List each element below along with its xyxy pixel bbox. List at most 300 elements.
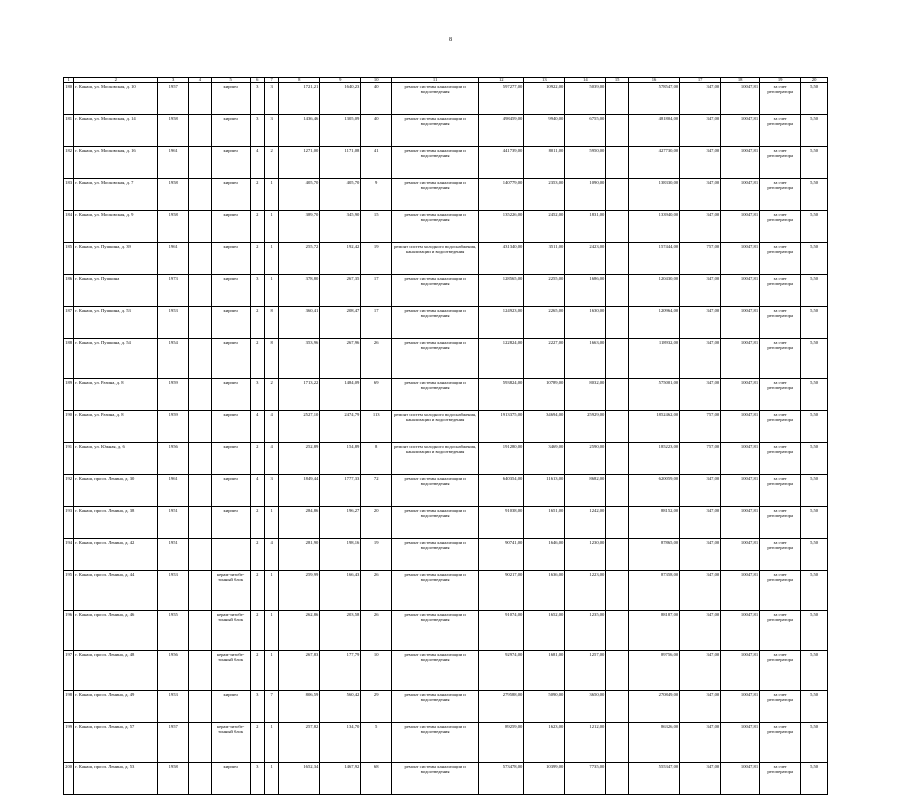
year-cell: 1958 — [158, 763, 189, 795]
wall-material-cell: кирпич — [211, 691, 250, 723]
address-cell: г. Канаш, ул. Московская, д. 7 — [74, 179, 158, 211]
fund-cell: 10789,00 — [524, 379, 565, 411]
budget-cell: 1630,00 — [565, 307, 606, 339]
living-area-cell: 267,96 — [320, 339, 361, 379]
term-cell: 5,50 — [801, 571, 828, 611]
residents-cell: 26 — [361, 571, 392, 611]
term-cell: 5,50 — [801, 443, 828, 475]
entrances-cell: 3 — [264, 475, 278, 507]
floors-cell: 3 — [250, 763, 264, 795]
wall-material-cell: кирпич — [211, 243, 250, 275]
living-area-cell: 1305,09 — [320, 115, 361, 147]
floors-cell: 4 — [250, 411, 264, 443]
entrances-cell: 4 — [264, 411, 278, 443]
limit-cost-cell: 10047,81 — [721, 539, 760, 571]
table-row — [64, 443, 828, 475]
work-type-cell: ремонт системы канализации и водоотведения — [392, 611, 479, 651]
row-number: 182 — [64, 147, 74, 179]
column-number-19: 19 — [760, 78, 801, 83]
method-cell: за счет регоператора — [760, 691, 801, 723]
year-cell: 1955 — [158, 611, 189, 651]
col4-cell — [189, 507, 212, 539]
column-number-20: 20 — [801, 78, 828, 83]
year-cell: 1951 — [158, 539, 189, 571]
entrances-cell: 7 — [264, 691, 278, 723]
fund-cell: 2452,00 — [524, 211, 565, 243]
limit-cost-cell: 10047,81 — [721, 211, 760, 243]
limit-cost-cell: 10047,81 — [721, 691, 760, 723]
total-area-cell: 262,86 — [279, 611, 320, 651]
column-number-15: 15 — [606, 78, 629, 83]
table-row — [64, 539, 828, 571]
work-type-cell: ремонт систем холодного водоснабжения, канализации и водоотведения — [392, 243, 479, 275]
wall-material-cell: керам-зитобе-тонный блок — [211, 651, 250, 691]
floors-cell: 2 — [250, 651, 264, 691]
total-cost-cell: 89259,00 — [479, 723, 524, 763]
living-area-cell: 1640,23 — [320, 83, 361, 115]
living-area-cell: 154,89 — [320, 443, 361, 475]
total-area-cell: 806,59 — [279, 691, 320, 723]
work-type-cell: ремонт системы канализации и водоотведения — [392, 475, 479, 507]
limit-cost-cell: 10047,81 — [721, 83, 760, 115]
entrances-cell: 4 — [264, 443, 278, 475]
fund-cell: 1652,00 — [524, 611, 565, 651]
col15-cell — [606, 307, 629, 339]
total-cost-cell: 431340,00 — [479, 243, 524, 275]
owners-funds-cell: 427730,00 — [628, 147, 679, 179]
method-cell: за счет регоператора — [760, 307, 801, 339]
method-cell: за счет регоператора — [760, 763, 801, 795]
col15-cell — [606, 723, 629, 763]
unit-cost-cell: 347,00 — [680, 763, 721, 795]
wall-material-cell: кирпич — [211, 179, 250, 211]
table-row — [64, 691, 828, 723]
address-cell: г. Канаш, просп. Ленина, д. 46 — [74, 611, 158, 651]
col4-cell — [189, 611, 212, 651]
residents-cell: 10 — [361, 651, 392, 691]
unit-cost-cell: 757,00 — [680, 411, 721, 443]
fund-cell: 2255,00 — [524, 275, 565, 307]
budget-cell: 1090,00 — [565, 179, 606, 211]
unit-cost-cell: 347,00 — [680, 211, 721, 243]
budget-cell: 8682,00 — [565, 475, 606, 507]
owners-funds-cell: 118932,00 — [628, 339, 679, 379]
work-type-cell: ремонт системы канализации и водоотведения — [392, 275, 479, 307]
total-cost-cell: 593824,00 — [479, 379, 524, 411]
col4-cell — [189, 411, 212, 443]
owners-funds-cell: 138330,00 — [628, 179, 679, 211]
work-type-cell: ремонт систем холодного водоснабжения, канализации и водоотведения — [392, 411, 479, 443]
unit-cost-cell: 757,00 — [680, 243, 721, 275]
address-cell: г. Канаш, просп. Ленина, д. 57 — [74, 723, 158, 763]
row-number: 197 — [64, 651, 74, 691]
col4-cell — [189, 443, 212, 475]
wall-material-cell: кирпич — [211, 339, 250, 379]
address-cell: г. Канаш, ул. Московская, д. 14 — [74, 115, 158, 147]
total-cost-cell: 640354,00 — [479, 475, 524, 507]
term-cell: 5,50 — [801, 539, 828, 571]
total-cost-cell: 191280,00 — [479, 443, 524, 475]
term-cell: 5,50 — [801, 723, 828, 763]
term-cell: 5,50 — [801, 83, 828, 115]
total-area-cell: 1849,44 — [279, 475, 320, 507]
limit-cost-cell: 10047,81 — [721, 115, 760, 147]
budget-cell: 1242,00 — [565, 507, 606, 539]
fund-cell: 10399,00 — [524, 763, 565, 795]
work-type-cell: ремонт системы канализации и водоотведения — [392, 723, 479, 763]
residents-cell: 19 — [361, 243, 392, 275]
entrances-cell: 3 — [264, 83, 278, 115]
column-number-10: 10 — [361, 78, 392, 83]
wall-material-cell: кирпич — [211, 211, 250, 243]
term-cell: 5,50 — [801, 179, 828, 211]
fund-cell: 2265,00 — [524, 307, 565, 339]
unit-cost-cell: 347,00 — [680, 571, 721, 611]
budget-cell: 25929,00 — [565, 411, 606, 443]
budget-cell: 5950,00 — [565, 147, 606, 179]
wall-material-cell: кирпич — [211, 443, 250, 475]
year-cell: 1954 — [158, 339, 189, 379]
limit-cost-cell: 10047,81 — [721, 475, 760, 507]
row-number: 184 — [64, 211, 74, 243]
method-cell: за счет регоператора — [760, 115, 801, 147]
total-area-cell: 1436,46 — [279, 115, 320, 147]
living-area-cell: 203,58 — [320, 611, 361, 651]
col15-cell — [606, 539, 629, 571]
term-cell: 5,50 — [801, 275, 828, 307]
column-number-7: 7 — [264, 78, 278, 83]
work-type-cell: ремонт системы канализации и водоотведения — [392, 691, 479, 723]
method-cell: за счет регоператора — [760, 211, 801, 243]
wall-material-cell: керам-зитобе-тонный блок — [211, 571, 250, 611]
address-cell: г. Канаш, просп. Ленина, д. 42 — [74, 539, 158, 571]
unit-cost-cell: 347,00 — [680, 379, 721, 411]
year-cell: 1953 — [158, 691, 189, 723]
total-area-cell: 1721,21 — [279, 83, 320, 115]
year-cell: 1958 — [158, 211, 189, 243]
fund-cell: 2353,00 — [524, 179, 565, 211]
residents-cell: 17 — [361, 275, 392, 307]
col15-cell — [606, 443, 629, 475]
col4-cell — [189, 243, 212, 275]
total-area-cell: 252,89 — [279, 443, 320, 475]
year-cell: 1973 — [158, 275, 189, 307]
total-cost-cell: 140779,00 — [479, 179, 524, 211]
column-number-4: 4 — [189, 78, 212, 83]
row-number: 199 — [64, 723, 74, 763]
entrances-cell: 2 — [264, 147, 278, 179]
work-type-cell: ремонт системы канализации и водоотведения — [392, 539, 479, 571]
fund-cell: 3469,00 — [524, 443, 565, 475]
owners-funds-cell: 578547,00 — [628, 83, 679, 115]
total-area-cell: 257,82 — [279, 723, 320, 763]
limit-cost-cell: 10047,81 — [721, 411, 760, 443]
col15-cell — [606, 275, 629, 307]
total-cost-cell: 135226,00 — [479, 211, 524, 243]
work-type-cell: ремонт системы канализации и водоотведения — [392, 651, 479, 691]
unit-cost-cell: 347,00 — [680, 307, 721, 339]
year-cell: 1951 — [158, 507, 189, 539]
address-cell: г. Канаш, ул. Разина, д. 8 — [74, 411, 158, 443]
term-cell: 5,50 — [801, 211, 828, 243]
term-cell: 5,50 — [801, 339, 828, 379]
residents-cell: 40 — [361, 83, 392, 115]
work-type-cell: ремонт системы канализации и водоотведения — [392, 339, 479, 379]
unit-cost-cell: 347,00 — [680, 507, 721, 539]
floors-cell: 4 — [250, 147, 264, 179]
floors-cell: 4 — [250, 475, 264, 507]
floors-cell: 2 — [250, 307, 264, 339]
wall-material-cell: кирпич — [211, 475, 250, 507]
column-number-18: 18 — [721, 78, 760, 83]
col4-cell — [189, 179, 212, 211]
fund-cell: 9940,00 — [524, 115, 565, 147]
entrances-cell: 1 — [264, 211, 278, 243]
residents-cell: 17 — [361, 307, 392, 339]
year-cell: 1956 — [158, 443, 189, 475]
work-type-cell: ремонт системы канализации и водоотведения — [392, 147, 479, 179]
floors-cell: 2 — [250, 179, 264, 211]
floors-cell: 3 — [250, 83, 264, 115]
table-row — [64, 763, 828, 795]
col4-cell — [189, 339, 212, 379]
work-type-cell: ремонт систем холодного водоснабжения, канализации и водоотведения — [392, 443, 479, 475]
unit-cost-cell: 347,00 — [680, 539, 721, 571]
address-cell: г. Канаш, просп. Ленина, д. 48 — [74, 651, 158, 691]
living-area-cell: 198,16 — [320, 539, 361, 571]
fund-cell: 11613,00 — [524, 475, 565, 507]
term-cell: 5,50 — [801, 691, 828, 723]
fund-cell: 10922,00 — [524, 83, 565, 115]
owners-funds-cell: 270849,00 — [628, 691, 679, 723]
total-area-cell: 378,80 — [279, 275, 320, 307]
residents-cell: 68 — [361, 763, 392, 795]
residents-cell: 26 — [361, 339, 392, 379]
address-cell: г. Канаш, ул. Пушкина — [74, 275, 158, 307]
row-number: 188 — [64, 339, 74, 379]
method-cell: за счет регоператора — [760, 243, 801, 275]
method-cell: за счет регоператора — [760, 443, 801, 475]
budget-cell: 1686,00 — [565, 275, 606, 307]
budget-cell: 1831,00 — [565, 211, 606, 243]
limit-cost-cell: 10047,81 — [721, 179, 760, 211]
column-number-5: 5 — [211, 78, 250, 83]
address-cell: г. Канаш, просп. Ленина, д. 44 — [74, 571, 158, 611]
owners-funds-cell: 87358,00 — [628, 571, 679, 611]
wall-material-cell — [211, 539, 250, 571]
wall-material-cell: керам-зитобе-тонный блок — [211, 611, 250, 651]
entrances-cell: 1 — [264, 243, 278, 275]
col15-cell — [606, 475, 629, 507]
total-area-cell: 389,70 — [279, 211, 320, 243]
year-cell: 1958 — [158, 115, 189, 147]
wall-material-cell: кирпич — [211, 379, 250, 411]
limit-cost-cell: 10047,81 — [721, 723, 760, 763]
owners-funds-cell: 88187,00 — [628, 611, 679, 651]
row-number: 181 — [64, 115, 74, 147]
floors-cell: 2 — [250, 243, 264, 275]
term-cell: 5,50 — [801, 507, 828, 539]
wall-material-cell: кирпич — [211, 507, 250, 539]
row-number: 185 — [64, 243, 74, 275]
unit-cost-cell: 347,00 — [680, 179, 721, 211]
column-number-12: 12 — [479, 78, 524, 83]
total-cost-cell: 1913375,00 — [479, 411, 524, 443]
year-cell: 1953 — [158, 307, 189, 339]
address-cell: г. Канаш, ул. Разина, д. 8 — [74, 379, 158, 411]
owners-funds-cell: 575001,00 — [628, 379, 679, 411]
living-area-cell: 405,70 — [320, 179, 361, 211]
row-number: 189 — [64, 379, 74, 411]
budget-cell: 3650,00 — [565, 691, 606, 723]
row-number: 194 — [64, 539, 74, 571]
living-area-cell: 196,27 — [320, 507, 361, 539]
owners-funds-cell: 620059,00 — [628, 475, 679, 507]
entrances-cell: 1 — [264, 571, 278, 611]
year-cell: 1957 — [158, 723, 189, 763]
unit-cost-cell: 347,00 — [680, 339, 721, 379]
col15-cell — [606, 651, 629, 691]
total-cost-cell: 122824,00 — [479, 339, 524, 379]
budget-cell: 6755,00 — [565, 115, 606, 147]
total-area-cell: 259,99 — [279, 571, 320, 611]
address-cell: г. Канаш, ул. Московская, д. 16 — [74, 147, 158, 179]
budget-cell: 5039,00 — [565, 83, 606, 115]
total-cost-cell: 92974,00 — [479, 651, 524, 691]
work-type-cell: ремонт системы канализации и водоотведения — [392, 379, 479, 411]
floors-cell: 2 — [250, 339, 264, 379]
work-type-cell: ремонт системы канализации и водоотведения — [392, 571, 479, 611]
unit-cost-cell: 757,00 — [680, 443, 721, 475]
limit-cost-cell: 10047,81 — [721, 275, 760, 307]
repair-register-table — [63, 77, 828, 795]
fund-cell: 1651,00 — [524, 507, 565, 539]
method-cell: за счет регоператора — [760, 571, 801, 611]
fund-cell: 8011,00 — [524, 147, 565, 179]
unit-cost-cell: 347,00 — [680, 475, 721, 507]
address-cell: г. Канаш, ул. Московская, д. 9 — [74, 211, 158, 243]
limit-cost-cell: 10047,81 — [721, 651, 760, 691]
col15-cell — [606, 179, 629, 211]
table-row — [64, 475, 828, 507]
fund-cell: 1681,00 — [524, 651, 565, 691]
unit-cost-cell: 347,00 — [680, 651, 721, 691]
term-cell: 5,50 — [801, 763, 828, 795]
table-row — [64, 507, 828, 539]
total-area-cell: 281,90 — [279, 539, 320, 571]
address-cell: г. Канаш, просп. Ленина, д. 49 — [74, 691, 158, 723]
row-number: 192 — [64, 475, 74, 507]
work-type-cell: ремонт системы канализации и водоотведения — [392, 83, 479, 115]
method-cell: за счет регоператора — [760, 651, 801, 691]
table-row — [64, 723, 828, 763]
residents-cell: 9 — [361, 179, 392, 211]
fund-cell: 1636,00 — [524, 571, 565, 611]
total-area-cell: 1271,00 — [279, 147, 320, 179]
col4-cell — [189, 307, 212, 339]
col4-cell — [189, 651, 212, 691]
residents-cell: 8 — [361, 443, 392, 475]
year-cell: 1961 — [158, 243, 189, 275]
method-cell: за счет регоператора — [760, 411, 801, 443]
table-row — [64, 379, 828, 411]
entrances-cell: 4 — [264, 539, 278, 571]
budget-cell: 1230,00 — [565, 539, 606, 571]
unit-cost-cell: 347,00 — [680, 691, 721, 723]
col4-cell — [189, 691, 212, 723]
fund-cell: 5090,00 — [524, 691, 565, 723]
floors-cell: 2 — [250, 723, 264, 763]
method-cell: за счет регоператора — [760, 275, 801, 307]
entrances-cell: 1 — [264, 611, 278, 651]
wall-material-cell: кирпич — [211, 275, 250, 307]
method-cell: за счет регоператора — [760, 83, 801, 115]
budget-cell: 1663,00 — [565, 339, 606, 379]
floors-cell: 2 — [250, 507, 264, 539]
fund-cell: 2227,00 — [524, 339, 565, 379]
total-area-cell: 267,83 — [279, 651, 320, 691]
year-cell: 1959 — [158, 379, 189, 411]
budget-cell: 2590,00 — [565, 443, 606, 475]
owners-funds-cell: 86326,00 — [628, 723, 679, 763]
address-cell: г. Канаш, ул. Пушкина, д. 39 — [74, 243, 158, 275]
col4-cell — [189, 83, 212, 115]
col15-cell — [606, 691, 629, 723]
total-area-cell: 1652,34 — [279, 763, 320, 795]
page-number: 8 — [449, 37, 452, 43]
year-cell: 1961 — [158, 475, 189, 507]
total-cost-cell: 90741,00 — [479, 539, 524, 571]
column-number-3: 3 — [158, 78, 189, 83]
living-area-cell: 134,70 — [320, 723, 361, 763]
entrances-cell: 1 — [264, 723, 278, 763]
column-number-17: 17 — [680, 78, 721, 83]
total-cost-cell: 91074,00 — [479, 611, 524, 651]
residents-cell: 29 — [361, 691, 392, 723]
residents-cell: 40 — [361, 115, 392, 147]
budget-cell: 1257,00 — [565, 651, 606, 691]
method-cell: за счет регоператора — [760, 475, 801, 507]
row-number: 187 — [64, 307, 74, 339]
table-row — [64, 611, 828, 651]
row-number: 186 — [64, 275, 74, 307]
floors-cell: 2 — [250, 539, 264, 571]
col4-cell — [189, 763, 212, 795]
address-cell: г. Канаш, просп. Ленина, д. 30 — [74, 475, 158, 507]
method-cell: за счет регоператора — [760, 179, 801, 211]
living-area-cell: 560,42 — [320, 691, 361, 723]
total-area-cell: 255,72 — [279, 243, 320, 275]
budget-cell: 1212,00 — [565, 723, 606, 763]
entrances-cell: 8 — [264, 307, 278, 339]
table-row — [64, 83, 828, 115]
total-cost-cell: 124923,00 — [479, 307, 524, 339]
floors-cell: 3 — [250, 691, 264, 723]
row-number: 200 — [64, 763, 74, 795]
total-area-cell: 405,70 — [279, 179, 320, 211]
col4-cell — [189, 539, 212, 571]
column-number-9: 9 — [320, 78, 361, 83]
col15-cell — [606, 411, 629, 443]
row-number: 198 — [64, 691, 74, 723]
unit-cost-cell: 347,00 — [680, 611, 721, 651]
owners-funds-cell: 133940,00 — [628, 211, 679, 243]
year-cell: 1961 — [158, 147, 189, 179]
table-row — [64, 115, 828, 147]
method-cell: за счет регоператора — [760, 379, 801, 411]
term-cell: 5,50 — [801, 611, 828, 651]
table-row — [64, 411, 828, 443]
